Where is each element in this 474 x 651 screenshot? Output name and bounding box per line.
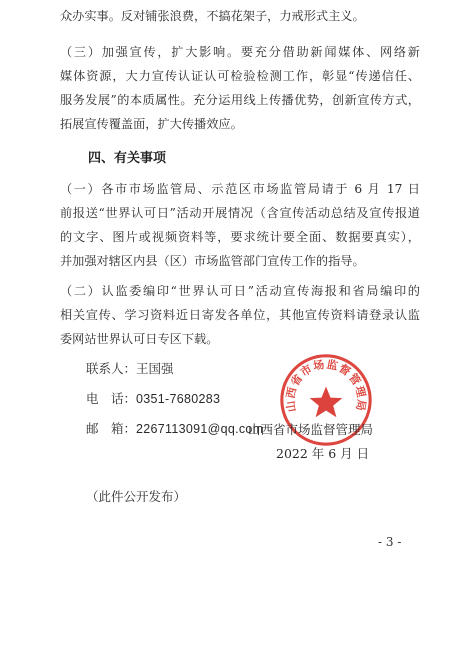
item2-line-1: （二）认监委编印“世界认可日”活动宣传海报和省局编印的 — [60, 284, 420, 298]
item1-line-1: （一）各市市场监管局、示范区市场监管局请于 6 月 17 日 — [60, 182, 420, 196]
text-line-3: 媒体资源，大力宣传认证认可检验检测工作，彰显“传递信任、 — [60, 69, 420, 83]
publish-note: （此件公开发布） — [86, 489, 187, 504]
section-heading: 四、有关事项 — [88, 151, 167, 166]
seal-text: 山西省市场监督管理局 — [283, 357, 369, 413]
item2-line-2: 相关宣传、学习资料近日寄发各单位，其他宣传资料请登录认监 — [60, 308, 420, 322]
contact-person-value: 王国强 — [136, 361, 174, 376]
text-line-2: （三）加强宣传，扩大影响。要充分借助新闻媒体、网络新 — [60, 45, 420, 59]
item1-line-3: 的文字、图片或视频资料等，要求统计要全面、数据要真实）， — [60, 230, 420, 244]
seal-star-icon — [310, 387, 343, 418]
item1-line-2: 前报送“世界认可日”活动开展情况（含宣传活动总结及宣传报道 — [60, 206, 420, 220]
contact-email — [86, 421, 263, 437]
signature-date: 2022 年 6 月 日 — [276, 446, 370, 461]
contact-email-value: 2267113091@qq.com — [136, 422, 264, 436]
contact-person — [86, 361, 174, 377]
contact-phone — [86, 391, 220, 407]
text-line-1: 众办实事。反对铺张浪费，不搞花架子，力戒形式主义。 — [60, 9, 365, 23]
item1-line-4: 并加强对辖区内县（区）市场监管部门宣传工作的指导。 — [60, 254, 365, 268]
item2-line-3: 委网站世界认可日专区下载。 — [60, 332, 219, 346]
signature-org: 山西省市场监督管理局 — [248, 422, 374, 437]
page-number: - 3 - — [378, 535, 402, 549]
text-line-4: 服务发展”的本质属性。充分运用线上传播优势，创新宣传方式， — [60, 93, 420, 107]
contact-phone-value: 0351-7680283 — [136, 392, 221, 406]
contact-email-label: 邮 箱： — [86, 421, 137, 436]
text-line-5: 拓展宣传覆盖面，扩大传播效应。 — [60, 117, 243, 131]
contact-person-label: 联系人： — [86, 361, 137, 376]
contact-phone-label: 电 话： — [86, 391, 137, 406]
